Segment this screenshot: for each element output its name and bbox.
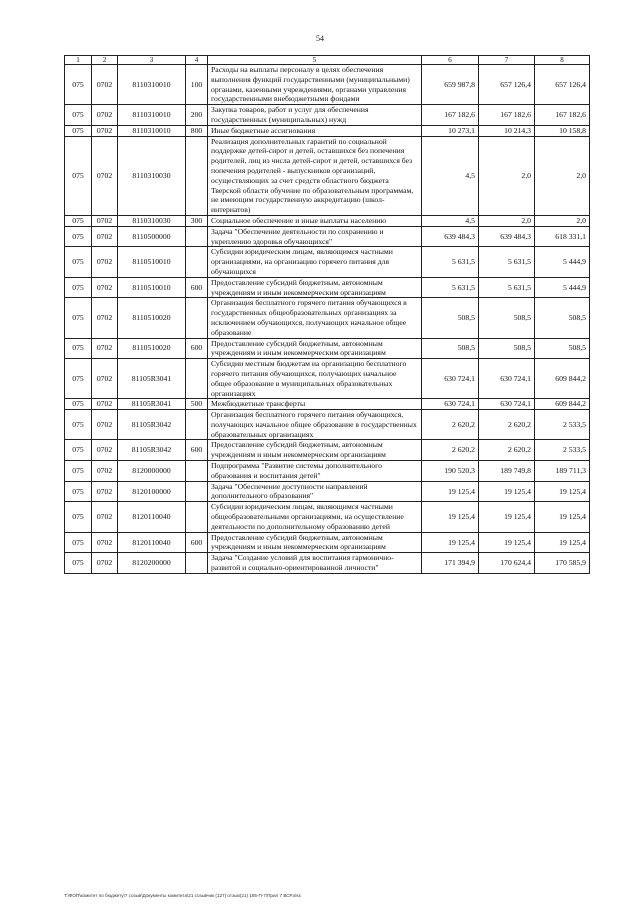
- target-article-cell: 8110310030: [118, 215, 186, 226]
- table-row: [65, 226, 590, 247]
- value-cell: 657 126,4: [479, 65, 535, 105]
- value-cell: 630 724,1: [479, 359, 535, 399]
- admin-code-cell: 075: [65, 399, 92, 410]
- admin-code-cell: 075: [65, 481, 92, 502]
- table-row: [65, 136, 590, 215]
- description-cell: Реализация дополнительных гарантий по социальной поддержке детей-сирот и детей, оставшихся без попечения родителей, лиц из числа детей-сирот и детей, оставшихся без попечения родителей - выпускников организаций, осуществляющих за счет средств областного бюджета Тверской области обучение по образовательным программам, не имеющим государственную аккредитацию (школ-интернатов): [208, 136, 422, 215]
- expense-type-cell: [186, 298, 208, 338]
- budget-table: [64, 55, 590, 574]
- description-cell: Расходы на выплаты персоналу в целях обеспечения выполнения функций государственными (муниципальными) органами, казенными учреждениями, органами управления государственными внебюджетными фондами: [208, 65, 422, 105]
- target-article-cell: 8110510010: [118, 277, 186, 298]
- value-cell: 189 749,8: [479, 461, 535, 482]
- value-cell: 609 844,2: [535, 399, 590, 410]
- admin-code-cell: 075: [65, 136, 92, 215]
- description-cell: Предоставление субсидий бюджетным, автономным учреждениям и иным некоммерческим организациям: [208, 440, 422, 461]
- value-cell: 19 125,4: [535, 532, 590, 553]
- expense-type-cell: 800: [186, 125, 208, 136]
- section-code-cell: 0702: [92, 215, 118, 226]
- table-row: [65, 298, 590, 338]
- section-code-cell: 0702: [92, 410, 118, 440]
- value-cell: 5 444,9: [535, 277, 590, 298]
- value-cell: 2,0: [479, 136, 535, 215]
- table-row: [65, 338, 590, 359]
- table-row: [65, 125, 590, 136]
- admin-code-cell: 075: [65, 440, 92, 461]
- target-article-cell: 8120110040: [118, 532, 186, 553]
- description-cell: Субсидии местным бюджетам на организацию бесплатного горячего питания обучающихся, получающих начальное общее образование в муниципальных образовательных организациях: [208, 359, 422, 399]
- target-article-cell: 8110310010: [118, 105, 186, 126]
- value-cell: 5 444,9: [535, 247, 590, 277]
- value-cell: 19 125,4: [479, 481, 535, 502]
- value-cell: 508,5: [479, 338, 535, 359]
- header-cell: 6: [422, 56, 479, 65]
- expense-type-cell: [186, 553, 208, 574]
- page-number: 54: [316, 34, 324, 43]
- section-code-cell: 0702: [92, 298, 118, 338]
- section-code-cell: 0702: [92, 277, 118, 298]
- description-cell: Социальное обеспечение и иные выплаты населению: [208, 215, 422, 226]
- table-body: [65, 65, 590, 574]
- table-row: [65, 532, 590, 553]
- header-cell: 5: [208, 56, 422, 65]
- expense-type-cell: [186, 226, 208, 247]
- section-code-cell: 0702: [92, 502, 118, 532]
- value-cell: 19 125,4: [535, 481, 590, 502]
- expense-type-cell: [186, 136, 208, 215]
- admin-code-cell: 075: [65, 461, 92, 482]
- value-cell: 508,5: [422, 338, 479, 359]
- expense-type-cell: 600: [186, 338, 208, 359]
- value-cell: 170 624,4: [479, 553, 535, 574]
- value-cell: 5 631,5: [422, 247, 479, 277]
- value-cell: 19 125,4: [422, 532, 479, 553]
- table-row: [65, 399, 590, 410]
- expense-type-cell: 600: [186, 277, 208, 298]
- value-cell: 2,0: [535, 215, 590, 226]
- table-row: [65, 277, 590, 298]
- value-cell: 19 125,4: [422, 481, 479, 502]
- value-cell: 2,0: [479, 215, 535, 226]
- section-code-cell: 0702: [92, 65, 118, 105]
- section-code-cell: 0702: [92, 553, 118, 574]
- value-cell: 508,5: [479, 298, 535, 338]
- value-cell: 508,5: [422, 298, 479, 338]
- value-cell: 5 631,5: [422, 277, 479, 298]
- target-article-cell: 81105R3042: [118, 440, 186, 461]
- admin-code-cell: 075: [65, 226, 92, 247]
- table-row: [65, 502, 590, 532]
- expense-type-cell: [186, 481, 208, 502]
- value-cell: 2 620,2: [422, 440, 479, 461]
- description-cell: Задача "Обеспечение доступности направлений дополнительного образования": [208, 481, 422, 502]
- target-article-cell: 8110310010: [118, 125, 186, 136]
- table-row: [65, 481, 590, 502]
- footer-file-path: T:\ФОП\комитет по бюджету\7 созыв\Документы комитета\21 созывчик (127) отзыв(21) 185-П-7\Прил 7 ВСР.xlsx: [64, 893, 301, 898]
- value-cell: 5 631,5: [479, 277, 535, 298]
- expense-type-cell: 300: [186, 215, 208, 226]
- value-cell: 639 484,3: [422, 226, 479, 247]
- section-code-cell: 0702: [92, 532, 118, 553]
- section-code-cell: 0702: [92, 125, 118, 136]
- admin-code-cell: 075: [65, 298, 92, 338]
- admin-code-cell: 075: [65, 359, 92, 399]
- section-code-cell: 0702: [92, 105, 118, 126]
- value-cell: 189 711,3: [535, 461, 590, 482]
- value-cell: 19 125,4: [535, 502, 590, 532]
- table-row: [65, 215, 590, 226]
- value-cell: 190 520,3: [422, 461, 479, 482]
- expense-type-cell: 600: [186, 532, 208, 553]
- value-cell: 618 331,1: [535, 226, 590, 247]
- description-cell: Организация бесплатного горячего питания обучающихся, получающих начальное общее образование в государственных образовательных организациях: [208, 410, 422, 440]
- value-cell: 19 125,4: [479, 502, 535, 532]
- value-cell: 2 620,2: [479, 410, 535, 440]
- target-article-cell: 81105R3042: [118, 410, 186, 440]
- header-row: [65, 56, 590, 65]
- table-row: [65, 105, 590, 126]
- value-cell: 2,0: [535, 136, 590, 215]
- description-cell: Предоставление субсидий бюджетным, автономным учреждениям и иным некоммерческим организациям: [208, 338, 422, 359]
- description-cell: Субсидии юридическим лицам, являющимся частными организациями, на организацию горячего питания для обучающихся: [208, 247, 422, 277]
- admin-code-cell: 075: [65, 65, 92, 105]
- description-cell: Задача "Обеспечение деятельности по сохранению и укреплению здоровья обучающихся": [208, 226, 422, 247]
- section-code-cell: 0702: [92, 226, 118, 247]
- header-cell: 4: [186, 56, 208, 65]
- admin-code-cell: 075: [65, 247, 92, 277]
- section-code-cell: 0702: [92, 399, 118, 410]
- target-article-cell: 81105R3041: [118, 359, 186, 399]
- expense-type-cell: [186, 359, 208, 399]
- expense-type-cell: [186, 410, 208, 440]
- value-cell: 630 724,1: [422, 399, 479, 410]
- section-code-cell: 0702: [92, 461, 118, 482]
- value-cell: 630 724,1: [479, 399, 535, 410]
- section-code-cell: 0702: [92, 440, 118, 461]
- admin-code-cell: 075: [65, 338, 92, 359]
- admin-code-cell: 075: [65, 410, 92, 440]
- description-cell: Субсидии юридическим лицам, являющимся частными общеобразовательными организациями, на осуществление деятельности по дополнительному образованию детей: [208, 502, 422, 532]
- value-cell: 609 844,2: [535, 359, 590, 399]
- description-cell: Предоставление субсидий бюджетным, автономным учреждениям и иным некоммерческим организациям: [208, 277, 422, 298]
- admin-code-cell: 075: [65, 277, 92, 298]
- admin-code-cell: 075: [65, 532, 92, 553]
- description-cell: Предоставление субсидий бюджетным, автономным учреждениям и иным некоммерческим организациям: [208, 532, 422, 553]
- value-cell: 639 484,3: [479, 226, 535, 247]
- value-cell: 19 125,4: [479, 532, 535, 553]
- description-cell: Организация бесплатного горячего питания обучающихся в государственных общеобразовательных организациях за исключением обучающихся, получающих начальное общее образование: [208, 298, 422, 338]
- value-cell: 657 126,4: [535, 65, 590, 105]
- target-article-cell: 8110510020: [118, 298, 186, 338]
- value-cell: 4,5: [422, 215, 479, 226]
- value-cell: 19 125,4: [422, 502, 479, 532]
- value-cell: 171 394,9: [422, 553, 479, 574]
- expense-type-cell: 600: [186, 440, 208, 461]
- value-cell: 2 533,5: [535, 410, 590, 440]
- section-code-cell: 0702: [92, 136, 118, 215]
- admin-code-cell: 075: [65, 125, 92, 136]
- target-article-cell: 8110510020: [118, 338, 186, 359]
- value-cell: 2 620,2: [479, 440, 535, 461]
- table-row: [65, 359, 590, 399]
- admin-code-cell: 075: [65, 502, 92, 532]
- header-cell: 3: [118, 56, 186, 65]
- table-row: [65, 247, 590, 277]
- expense-type-cell: [186, 247, 208, 277]
- header-cell: 2: [92, 56, 118, 65]
- header-cell: 7: [479, 56, 535, 65]
- expense-type-cell: [186, 502, 208, 532]
- header-cell: 1: [65, 56, 92, 65]
- header-cell: 8: [535, 56, 590, 65]
- target-article-cell: 81105R3041: [118, 399, 186, 410]
- table-row: [65, 440, 590, 461]
- value-cell: 170 585,9: [535, 553, 590, 574]
- target-article-cell: 8120000000: [118, 461, 186, 482]
- target-article-cell: 8110310010: [118, 65, 186, 105]
- table-row: [65, 461, 590, 482]
- description-cell: Межбюджетные трансферты: [208, 399, 422, 410]
- target-article-cell: 8110510010: [118, 247, 186, 277]
- value-cell: 659 987,8: [422, 65, 479, 105]
- description-cell: Закупка товаров, работ и услуг для обеспечения государственных (муниципальных) нужд: [208, 105, 422, 126]
- value-cell: 10 273,1: [422, 125, 479, 136]
- value-cell: 5 631,5: [479, 247, 535, 277]
- expense-type-cell: 100: [186, 65, 208, 105]
- target-article-cell: 8120110040: [118, 502, 186, 532]
- value-cell: 630 724,1: [422, 359, 479, 399]
- target-article-cell: 8110310030: [118, 136, 186, 215]
- value-cell: 167 182,6: [422, 105, 479, 126]
- value-cell: 4,5: [422, 136, 479, 215]
- admin-code-cell: 075: [65, 105, 92, 126]
- section-code-cell: 0702: [92, 481, 118, 502]
- description-cell: Иные бюджетные ассигнования: [208, 125, 422, 136]
- target-article-cell: 8120200000: [118, 553, 186, 574]
- table-row: [65, 65, 590, 105]
- table-row: [65, 553, 590, 574]
- expense-type-cell: [186, 461, 208, 482]
- value-cell: 508,5: [535, 338, 590, 359]
- admin-code-cell: 075: [65, 553, 92, 574]
- value-cell: 10 158,8: [535, 125, 590, 136]
- expense-type-cell: 200: [186, 105, 208, 126]
- value-cell: 508,5: [535, 298, 590, 338]
- target-article-cell: 8120100000: [118, 481, 186, 502]
- description-cell: Задача "Создание условий для воспитания гармонично-развитой и социально-ориентированной личности": [208, 553, 422, 574]
- value-cell: 10 214,3: [479, 125, 535, 136]
- target-article-cell: 8110500000: [118, 226, 186, 247]
- description-cell: Подпрограмма "Развитие системы дополнительного образования и воспитания детей": [208, 461, 422, 482]
- expense-type-cell: 500: [186, 399, 208, 410]
- table-row: [65, 410, 590, 440]
- section-code-cell: 0702: [92, 359, 118, 399]
- section-code-cell: 0702: [92, 338, 118, 359]
- section-code-cell: 0702: [92, 247, 118, 277]
- value-cell: 167 182,6: [479, 105, 535, 126]
- value-cell: 2 620,2: [422, 410, 479, 440]
- value-cell: 167 182,6: [535, 105, 590, 126]
- value-cell: 2 533,5: [535, 440, 590, 461]
- admin-code-cell: 075: [65, 215, 92, 226]
